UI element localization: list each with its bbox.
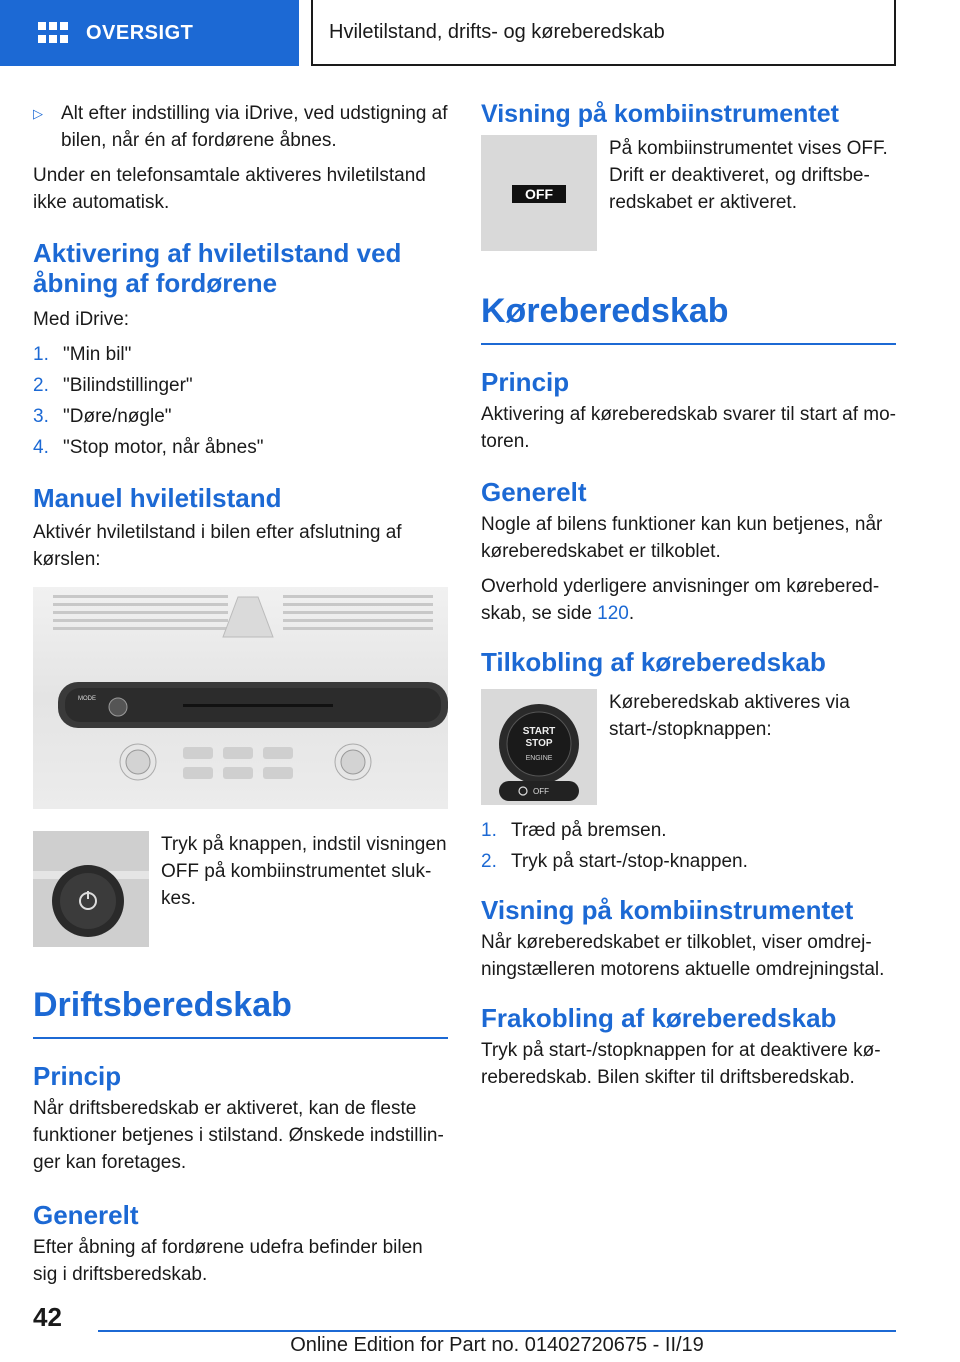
chapter-heading: Driftsberedskab <box>33 985 448 1039</box>
paragraph: Nogle af bilens funktioner kan kun betjenes, når køreberedskabet er tilkoblet. <box>481 514 883 562</box>
off-display-image <box>481 135 597 251</box>
power-knob-illustration <box>33 831 149 947</box>
paragraph: Når køreberedskabet er tilkoblet, viser omdrejningstælleren motorens aktuelle omdrejningstal. <box>481 932 885 980</box>
step-list <box>481 817 896 875</box>
auto-off-label: OFF <box>533 787 549 796</box>
paragraph: Aktivér hviletilstand i bilen efter afslutning af kørslen: <box>33 522 402 570</box>
bullet-text: Alt efter indstilling via iDrive, ved udstigning af bilen, når én af fordørene åbnes. <box>61 103 448 151</box>
knob-figure <box>33 831 448 947</box>
step-text: "Min bil" <box>63 344 132 365</box>
step-number: 1. <box>481 820 497 841</box>
page-link[interactable]: 120 <box>597 603 629 624</box>
off-figure <box>481 135 896 251</box>
list-item <box>33 403 448 430</box>
section-heading: Princip <box>481 367 570 397</box>
power-knob-image <box>33 831 149 947</box>
dashboard-illustration <box>33 587 448 809</box>
chapter-heading: Køreberedskab <box>481 291 896 345</box>
step-text: "Døre/nøgle" <box>63 406 172 427</box>
overview-nav-label: OVERSIGT <box>86 21 194 44</box>
section-heading: Generelt <box>33 1200 139 1230</box>
step-text: "Bilindstillinger" <box>63 375 193 396</box>
left-column <box>33 100 448 1288</box>
dashboard-image <box>33 587 448 809</box>
list-item <box>481 817 896 844</box>
section-heading: Aktivering af hviletilstand ved åbning af fordørene <box>33 238 402 298</box>
knob-caption: Tryk på knappen, indstil visningen OFF på kombiinstrumentet slukkes. <box>161 834 447 909</box>
step-text: Træd på bremsen. <box>511 820 667 841</box>
chapter-title: Hviletilstand, drifts- og køreberedskab <box>311 0 896 66</box>
section-heading: Tilkobling af køreberedskab <box>481 647 826 677</box>
step-list <box>33 341 448 461</box>
start-stop-button-image <box>481 689 597 805</box>
bullet-item <box>33 100 448 154</box>
list-item <box>481 848 896 875</box>
step-number: 1. <box>33 344 49 365</box>
overview-nav-button[interactable] <box>0 0 299 66</box>
footer-edition: Online Edition for Part no. 01402720675 - II/19 <box>290 1334 704 1356</box>
top-bar <box>0 0 960 66</box>
paragraph: Med iDrive: <box>33 309 130 330</box>
paragraph: Når driftsberedskab er aktiveret, kan de fleste funktioner betjenes i stilstand. Ønskede indstillinger kan foretages. <box>33 1098 444 1173</box>
grid-menu-icon <box>38 22 68 44</box>
section-heading: Princip <box>33 1061 122 1091</box>
engine-label: ENGINE <box>525 755 553 762</box>
footer-divider <box>98 1330 896 1332</box>
cross-reference-end: . <box>628 603 635 624</box>
triangle-bullet-icon: ▷ <box>33 106 43 121</box>
page-number: 42 <box>33 1302 62 1332</box>
step-number: 4. <box>33 437 49 458</box>
start-label: START <box>522 726 556 737</box>
paragraph <box>481 573 896 627</box>
section-heading: Generelt <box>481 477 587 507</box>
step-number: 3. <box>33 406 49 427</box>
section-heading: Manuel hviletilstand <box>33 483 282 513</box>
step-text: "Stop motor, når åbnes" <box>63 437 264 458</box>
cross-reference-text: Overhold yderligere anvisninger om køreberedskab, se side <box>481 576 880 624</box>
start-caption: Køreberedskab aktiveres via start-/stopknappen: <box>609 692 850 740</box>
step-text: Tryk på start-/stop-knappen. <box>511 851 748 872</box>
stop-label: STOP <box>525 738 553 749</box>
paragraph: Tryk på start-/stopknappen for at deaktivere køreberedskab. Bilen skifter til driftsberedskab. <box>481 1040 881 1088</box>
step-number: 2. <box>481 851 497 872</box>
start-stop-illustration <box>481 689 597 805</box>
list-item <box>33 372 448 399</box>
section-heading: Frakobling af køreberedskab <box>481 1003 837 1033</box>
off-badge: OFF <box>512 185 566 203</box>
paragraph: Efter åbning af fordørene udefra befinder bilen sig i driftsberedskab. <box>33 1237 423 1285</box>
section-heading: Visning på kombiinstrumentet <box>481 895 854 925</box>
start-button-figure <box>481 689 896 805</box>
list-item <box>33 341 448 368</box>
paragraph: Under en telefonsamtale aktiveres hviletilstand ikke automatisk. <box>33 165 426 213</box>
off-caption: På kombiinstrumentet vises OFF. Drift er deaktiveret, og driftsberedskabet er aktiveret. <box>609 138 888 213</box>
mode-label: MODE <box>78 696 96 702</box>
step-number: 2. <box>33 375 49 396</box>
paragraph: Aktivering af køreberedskab svarer til start af motoren. <box>481 404 896 452</box>
list-item <box>33 434 448 461</box>
section-heading: Visning på kombiinstrumentet <box>481 100 839 128</box>
right-column <box>481 100 896 1091</box>
